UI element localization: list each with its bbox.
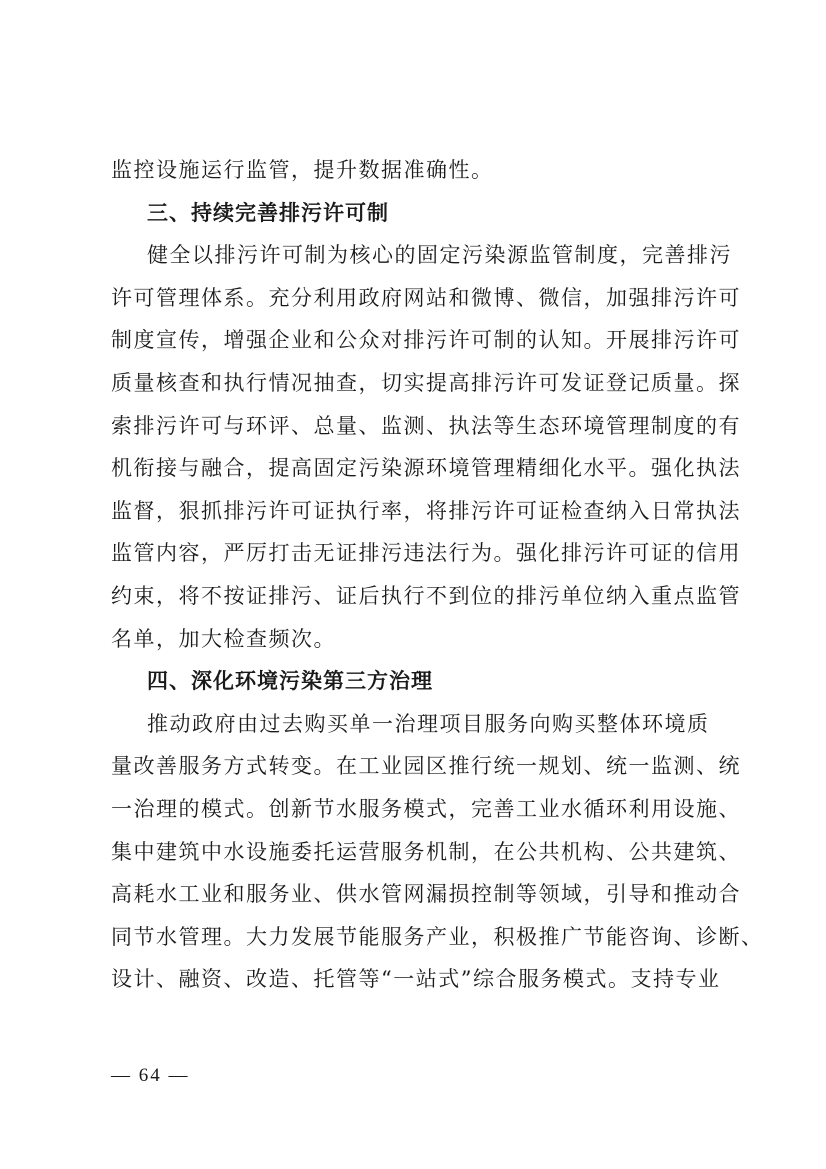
text-line: 推动政府由过去购买单一治理项目服务向购买整体环境质 <box>147 711 710 736</box>
text-line: 索排污许可与环评、总量、监测、执法等生态环境管理制度的有 <box>111 413 741 438</box>
text-line: 同节水管理。大力发展节能服务产业，积极推广节能咨询、诊断、 <box>111 924 764 949</box>
text-line: 一治理的模式。创新节水服务模式，完善工业水循环利用设施、 <box>111 796 741 821</box>
page-number: — 64 — <box>111 1065 190 1086</box>
text-line: 约束，将不按证排污、证后执行不到位的排污单位纳入重点监管 <box>111 583 741 608</box>
section-heading: 三、持续完善排污许可制 <box>147 200 389 225</box>
text-line: 许可管理体系。充分利用政府网站和微博、微信，加强排污许可 <box>111 285 741 310</box>
text-line: 量改善服务方式转变。在工业园区推行统一规划、统一监测、统 <box>111 754 741 779</box>
text-line: 监督，狠抓排污许可证执行率，将排污许可证检查纳入日常执法 <box>111 498 741 523</box>
text-line: 设计、融资、改造、托管等“一站式”综合服务模式。支持专业 <box>111 967 721 992</box>
document-body <box>111 149 764 1001</box>
text-line: 名单，加大检查频次。 <box>111 626 336 651</box>
text-line: 质量核查和执行情况抽查，切实提高排污许可发证登记质量。探 <box>111 370 741 395</box>
text-line: 机衔接与融合，提高固定污染源环境管理精细化水平。强化执法 <box>111 456 741 481</box>
text-line: 集中建筑中水设施委托运营服务机制，在公共机构、公共建筑、 <box>111 839 741 864</box>
text-line: 监控设施运行监管，提升数据准确性。 <box>111 158 494 182</box>
section-heading: 四、深化环境污染第三方治理 <box>147 669 433 694</box>
text-line: 监管内容，严厉打击无证排污违法行为。强化排污许可证的信用 <box>111 541 741 566</box>
text-line: 制度宣传，增强企业和公众对排污许可制的认知。开展排污许可 <box>111 328 741 353</box>
text-line: 高耗水工业和服务业、供水管网漏损控制等领域，引导和推动合 <box>111 882 741 907</box>
text-line: 健全以排污许可制为核心的固定污染源监管制度，完善排污 <box>147 243 732 268</box>
